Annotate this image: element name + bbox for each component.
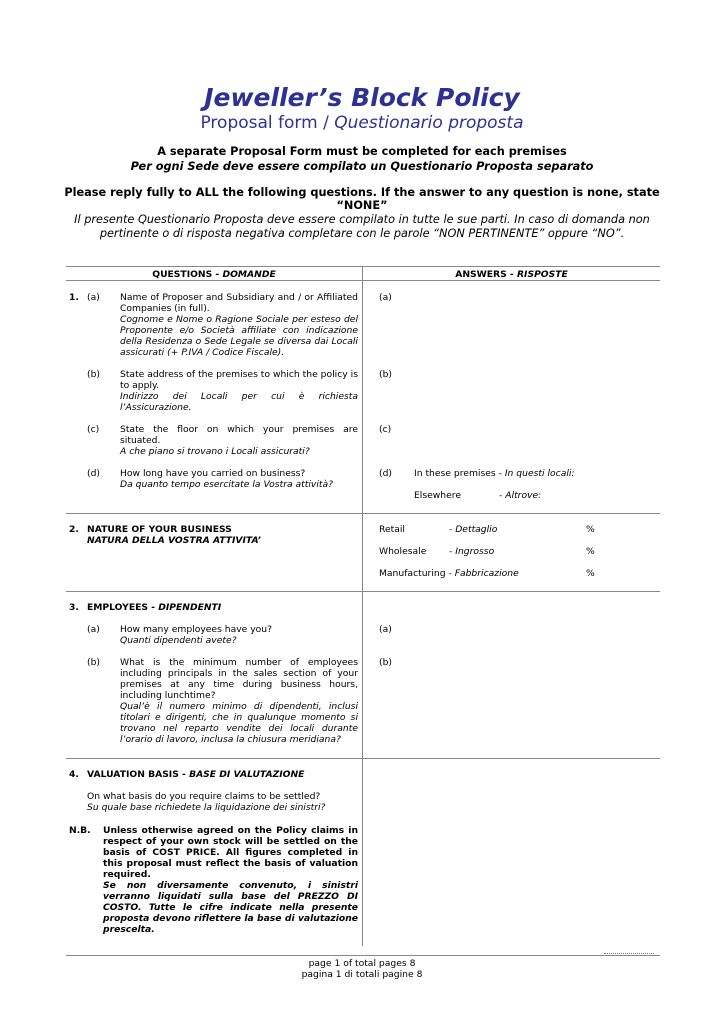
table-top-border <box>66 266 660 267</box>
nb-label: N.B. <box>69 825 91 836</box>
a1d-elsewhere-label: Elsewhere <box>414 490 462 501</box>
q4-text <box>87 791 359 813</box>
q1c-text <box>120 424 358 457</box>
a3a-label: (a) <box>379 624 392 635</box>
a1b-label: (b) <box>379 369 393 380</box>
intro-line-6: pertinente o di risposta negativa completare con le parole “NON PERTINENTE” oppure “NO”. <box>99 227 625 240</box>
q1d-italian: Da quanto tempo esercitate la Vostra attività? <box>120 479 334 490</box>
questions-column-header: QUESTIONS - DOMANDE <box>152 269 276 280</box>
business-retail-label: Retail <box>379 524 405 535</box>
section-divider-2 <box>66 591 660 592</box>
business-retail-italian: - Dettaglio <box>449 524 498 535</box>
intro-line-1: A separate Proposal Form must be completed for each premises <box>157 145 567 158</box>
q3b-text <box>120 657 358 745</box>
q1b-label: (b) <box>87 369 101 380</box>
section-2-title-italian: NATURA DELLA VOSTRA ATTIVITA’ <box>87 535 261 546</box>
q1b-italian: Indirizzo dei Locali per cui è richiesta l’Assicurazione. <box>120 391 358 413</box>
q3b-label: (b) <box>87 657 101 668</box>
q4-italian: Su quale base richiedete la liquidazione dei sinistri? <box>87 802 326 813</box>
section-divider-1 <box>66 513 660 514</box>
document-subtitle <box>0 113 724 133</box>
q1b-english: State address of the premises to which the policy is to apply. <box>120 369 358 391</box>
footer-divider <box>66 955 660 956</box>
q1a-text <box>120 292 358 358</box>
q1b-text <box>120 369 358 413</box>
q1a-label: (a) <box>87 292 100 303</box>
q4-english: On what basis do you require claims to be settled? <box>87 791 321 802</box>
section-2-number: 2. <box>69 524 79 535</box>
section-3-title: EMPLOYEES - DIPENDENTI <box>87 602 222 613</box>
table-header-border <box>66 280 660 281</box>
q1a-italian: Cognome e Nome o Ragione Sociale per esteso del Proponente e/o Società affiliate con indicazione della Residenza o Sede Legale se diversa dai Locali assicurati (+ P.IVA / Codice Fiscale). <box>120 314 358 358</box>
business-wholesale-percent: % <box>586 546 595 557</box>
business-retail-percent: % <box>586 524 595 535</box>
answers-column-header: ANSWERS - RISPOSTE <box>455 269 568 280</box>
q1d-label: (d) <box>87 468 101 479</box>
table-column-divider <box>362 266 363 946</box>
nb-italian: Se non diversamente convenuto, i sinistri verranno liquidati sulla base del PREZZO DI COSTO. Tutte le cifre indicate nella presente proposta devono riflettere la base di valutazione prescelta. <box>103 880 358 935</box>
intro-line-3: Please reply fully to ALL the following questions. If the answer to any question is none, state <box>64 186 660 199</box>
section-4-number: 4. <box>69 769 79 780</box>
footer-dots <box>604 953 654 954</box>
q3a-english: How many employees have you? <box>120 624 273 635</box>
business-wholesale-italian: - Ingrosso <box>449 546 495 557</box>
a1d-label: (d) <box>379 468 393 479</box>
nb-english: Unless otherwise agreed on the Policy claims in respect of your own stock will be settled on the basis of COST PRICE. All figures completed in this proposal must reflect the basis of valuation required. <box>103 825 358 880</box>
intro-line-5: Il presente Questionario Proposta deve essere compilato in tutte le sue parti. In caso di domanda non <box>74 213 650 226</box>
q1d-text <box>120 468 358 490</box>
section-3-number: 3. <box>69 602 79 613</box>
q1c-label: (c) <box>87 424 100 435</box>
section-1-number: 1. <box>69 292 79 303</box>
business-manufacturing-percent: % <box>586 568 595 579</box>
section-4-title: VALUATION BASIS - BASE DI VALUTAZIONE <box>87 769 305 780</box>
footer-page-english: page 1 of total pages 8 <box>308 958 416 969</box>
intro-line-2: Per ogni Sede deve essere compilato un Questionario Proposta separato <box>130 160 594 173</box>
q3b-english: What is the minimum number of employees including principals in the sales section of your premises at any time during business hours, including lunchtime? <box>120 657 358 701</box>
nb-text <box>103 825 358 935</box>
a1d-elsewhere-italian: - Altrove: <box>499 490 542 501</box>
business-manufacturing: Manufacturing - Fabbricazione <box>379 568 519 579</box>
subtitle-italian: Questionario proposta <box>334 113 524 133</box>
business-wholesale-label: Wholesale <box>379 546 427 557</box>
subtitle-english: Proposal form / <box>200 113 329 133</box>
a1c-label: (c) <box>379 424 392 435</box>
intro-line-4: “NONE” <box>336 199 388 212</box>
q1a-english: Name of Proposer and Subsidiary and / or Affiliated Companies (in full). <box>120 292 358 314</box>
a1a-label: (a) <box>379 292 392 303</box>
section-2-title: NATURE OF YOUR BUSINESS <box>87 524 232 535</box>
footer-page-italian: pagina 1 di totali pagine 8 <box>301 969 423 980</box>
a1d-premises: In these premises - In questi locali: <box>414 468 575 479</box>
q1d-english: How long have you carried on business? <box>120 468 306 479</box>
q3a-label: (a) <box>87 624 100 635</box>
document-title: Jeweller’s Block Policy <box>204 83 520 112</box>
q1c-english: State the floor on which your premises are situated. <box>120 424 358 446</box>
a3b-label: (b) <box>379 657 393 668</box>
q3a-italian: Quanti dipendenti avete? <box>120 635 237 646</box>
q3a-text <box>120 624 358 646</box>
q1c-italian: A che piano si trovano i Locali assicurati? <box>120 446 310 457</box>
section-divider-3 <box>66 758 660 759</box>
q3b-italian: Qual’è il numero minimo di dipendenti, inclusi titolari e dirigenti, che in qualunque momento si trovano nel reparto vendite dei locali durante l’orario di lavoro, inclusa la chiusura meridiana? <box>120 701 358 745</box>
